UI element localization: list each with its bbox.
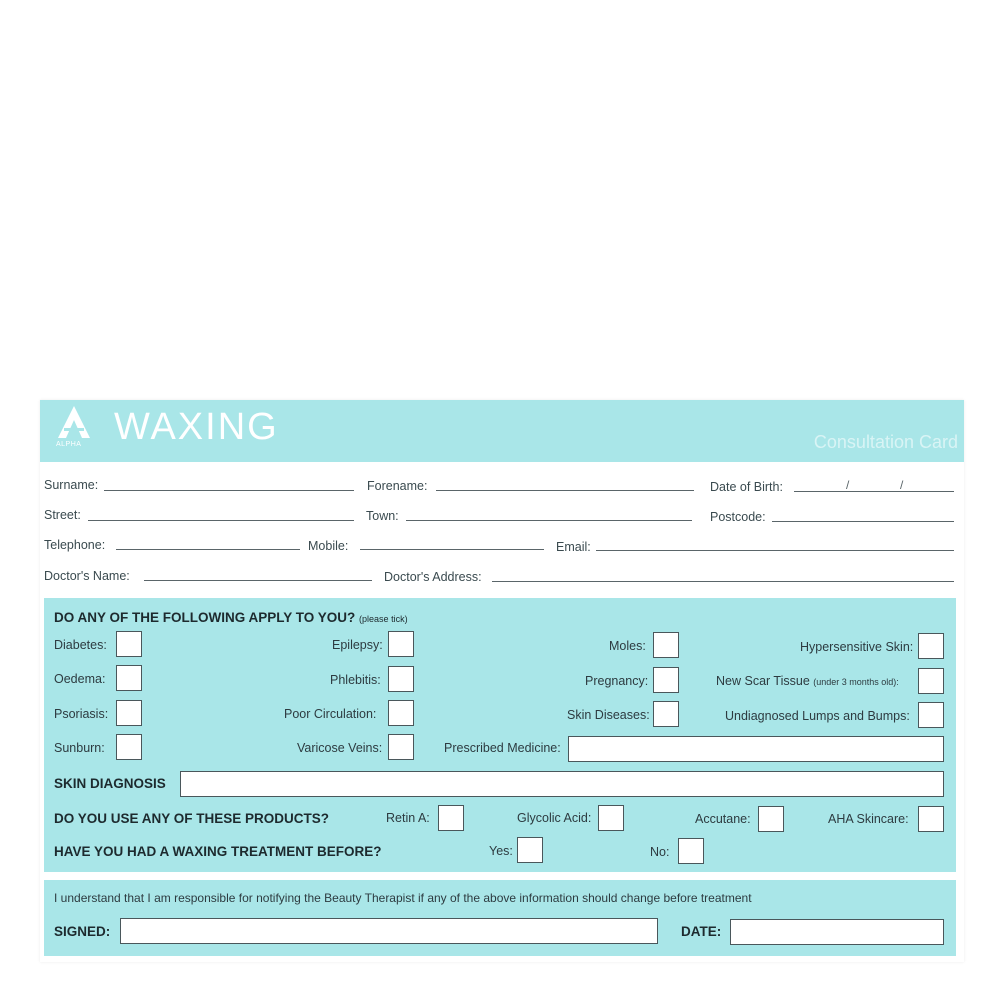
card-header	[40, 400, 964, 462]
signature-field[interactable]	[120, 918, 658, 944]
aha-skincare-checkbox[interactable]	[918, 806, 944, 832]
dob-label: Date of Birth:	[710, 480, 783, 494]
signed-label: SIGNED:	[54, 924, 111, 939]
epilepsy-checkbox[interactable]	[388, 631, 414, 657]
sunburn-checkbox[interactable]	[116, 734, 142, 760]
prescribed-medicine-field[interactable]	[568, 736, 944, 762]
town-label: Town:	[366, 509, 399, 523]
no-checkbox[interactable]	[678, 838, 704, 864]
conditions-heading-note: (please tick)	[359, 614, 408, 624]
conditions-heading-text: DO ANY OF THE FOLLOWING APPLY TO YOU?	[54, 610, 356, 625]
street-field[interactable]	[88, 520, 354, 521]
poor-circulation-label: Poor Circulation:	[284, 707, 377, 721]
dob-separator: /	[900, 478, 904, 492]
diabetes-checkbox[interactable]	[116, 631, 142, 657]
accutane-label: Accutane:	[695, 812, 751, 826]
surname-field[interactable]	[104, 490, 354, 491]
psoriasis-label: Psoriasis:	[54, 707, 109, 721]
oedema-checkbox[interactable]	[116, 665, 142, 691]
sunburn-label: Sunburn:	[54, 741, 105, 755]
postcode-label: Postcode:	[710, 510, 766, 524]
previous-treatment-heading: HAVE YOU HAD A WAXING TREATMENT BEFORE?	[54, 844, 382, 859]
pregnancy-checkbox[interactable]	[653, 667, 679, 693]
poor-circulation-checkbox[interactable]	[388, 700, 414, 726]
moles-checkbox[interactable]	[653, 632, 679, 658]
forename-label: Forename:	[367, 479, 428, 493]
retin-a-label: Retin A:	[386, 811, 430, 825]
accutane-checkbox[interactable]	[758, 806, 784, 832]
town-field[interactable]	[406, 520, 692, 521]
email-label: Email:	[556, 540, 591, 554]
hypersensitive-skin-checkbox[interactable]	[918, 633, 944, 659]
moles-label: Moles:	[609, 639, 646, 653]
varicose-veins-label: Varicose Veins:	[297, 741, 383, 755]
products-heading: DO YOU USE ANY OF THESE PRODUCTS?	[54, 811, 330, 826]
consultation-card	[40, 400, 964, 962]
alpha-logo-icon	[54, 404, 94, 442]
yes-checkbox[interactable]	[517, 837, 543, 863]
diabetes-label: Diabetes:	[54, 638, 107, 652]
skin-diagnosis-label: SKIN DIAGNOSIS	[54, 776, 166, 791]
undiagnosed-lumps-checkbox[interactable]	[918, 702, 944, 728]
date-field[interactable]	[730, 919, 944, 945]
undiagnosed-lumps-label: Undiagnosed Lumps and Bumps:	[725, 709, 910, 723]
psoriasis-checkbox[interactable]	[116, 700, 142, 726]
conditions-heading	[54, 610, 408, 625]
forename-field[interactable]	[436, 490, 694, 491]
varicose-veins-checkbox[interactable]	[388, 734, 414, 760]
epilepsy-label: Epilepsy:	[332, 638, 383, 652]
glycolic-acid-checkbox[interactable]	[598, 805, 624, 831]
phlebitis-checkbox[interactable]	[388, 666, 414, 692]
street-label: Street:	[44, 508, 81, 522]
dob-separator: /	[846, 478, 850, 492]
date-label: DATE:	[681, 924, 722, 939]
new-scar-tissue-checkbox[interactable]	[918, 668, 944, 694]
yes-label: Yes:	[489, 844, 513, 858]
hypersensitive-skin-label: Hypersensitive Skin:	[800, 640, 914, 654]
skin-diseases-checkbox[interactable]	[653, 701, 679, 727]
dob-field[interactable]	[794, 491, 954, 492]
doctor-name-label: Doctor's Name:	[44, 569, 130, 583]
email-field[interactable]	[596, 550, 954, 551]
pregnancy-label: Pregnancy:	[585, 674, 649, 688]
doctor-address-label: Doctor's Address:	[384, 570, 482, 584]
doctor-name-field[interactable]	[144, 580, 372, 581]
new-scar-tissue-note: (under 3 months old):	[813, 677, 899, 687]
surname-label: Surname:	[44, 478, 99, 492]
telephone-label: Telephone:	[44, 538, 106, 552]
mobile-label: Mobile:	[308, 539, 349, 553]
phlebitis-label: Phlebitis:	[330, 673, 381, 687]
new-scar-tissue-label	[716, 674, 899, 688]
retin-a-checkbox[interactable]	[438, 805, 464, 831]
skin-diseases-label: Skin Diseases:	[567, 708, 650, 722]
card-subtitle: Consultation Card	[813, 432, 958, 452]
logo-text: ALPHA	[56, 441, 82, 448]
postcode-field[interactable]	[772, 521, 954, 522]
no-label: No:	[650, 845, 670, 859]
aha-skincare-label: AHA Skincare:	[828, 812, 909, 826]
card-title: WAXING	[114, 406, 279, 448]
doctor-address-field[interactable]	[492, 581, 954, 582]
new-scar-tissue-text: New Scar Tissue	[716, 674, 810, 688]
glycolic-acid-label: Glycolic Acid:	[517, 811, 592, 825]
telephone-field[interactable]	[116, 549, 300, 550]
oedema-label: Oedema:	[54, 672, 106, 686]
declaration-text: I understand that I am responsible for notifying the Beauty Therapist if any of the above information should change before treatment	[54, 891, 752, 905]
mobile-field[interactable]	[360, 549, 544, 550]
skin-diagnosis-field[interactable]	[180, 771, 944, 797]
prescribed-medicine-label: Prescribed Medicine:	[444, 741, 561, 755]
